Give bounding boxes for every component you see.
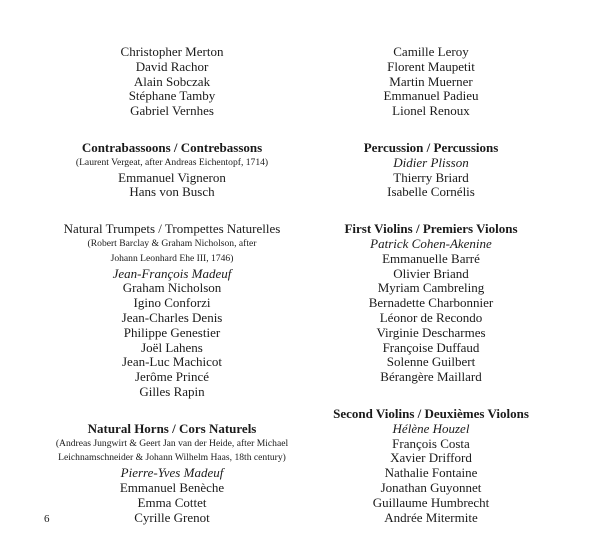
instrument-note: (Robert Barclay & Graham Nicholson, after (87, 237, 257, 249)
musician-name: Jerôme Princé (134, 369, 209, 385)
musician-name: Olivier Briand (393, 265, 469, 281)
musician-name: Cyrille Grenot (134, 509, 210, 525)
musician-name: Emmanuelle Barré (382, 250, 480, 266)
musician-name: Myriam Cambreling (377, 280, 485, 296)
musician-name: Emmanuel Padieu (383, 88, 479, 104)
left-column (32, 45, 312, 547)
musician-name: Léonor de Recondo (379, 309, 483, 325)
instrument-note: Johann Leonhard Ehe III, 1746) (110, 252, 234, 264)
musician-name: Alain Sobczak (133, 73, 211, 89)
musician-name: Stéphane Tamby (128, 88, 216, 104)
section-first-violins (291, 222, 571, 385)
musician-name: Gabriel Vernhes (130, 103, 214, 119)
section-leader: Hélène Houzel (392, 420, 470, 436)
section-percussion (291, 141, 571, 200)
instrument-note: (Laurent Vergeat, after Andreas Eichentopf, 1714) (75, 156, 269, 168)
musician-name: Lionel Renoux (392, 103, 470, 119)
section-natural-trumpets (32, 222, 312, 400)
section-leader: Didier Plisson (393, 154, 469, 170)
musician-name: Camille Leroy (393, 44, 469, 59)
instrument-note: Leichnamschneider & Johann Wilhelm Haas, 18th century) (58, 452, 286, 464)
section-heading: Percussion / Percussions (363, 139, 499, 155)
musician-name: Jean-Luc Machicot (122, 354, 222, 370)
musician-name: Virginie Descharmes (376, 324, 486, 340)
musician-name: Thierry Briard (393, 169, 469, 185)
musician-name: Emma Cottet (137, 494, 207, 510)
section-natural-horns (32, 422, 312, 526)
section-contrabassoons (32, 141, 312, 200)
instrument-note: (Andreas Jungwirt & Geert Jan van der Heide, after Michael (55, 437, 289, 449)
musician-name: Bernadette Charbonnier (368, 295, 494, 311)
musician-name: Hans von Busch (129, 184, 215, 200)
musician-name: François Costa (392, 435, 470, 451)
section-second-violins (291, 407, 571, 525)
musician-name: Bérangère Maillard (380, 369, 482, 385)
section-heading: Natural Trumpets / Trompettes Naturelles (63, 221, 281, 237)
musician-name: Jonathan Guyonnet (380, 479, 482, 495)
musician-name: Graham Nicholson (122, 280, 222, 296)
section-leader: Jean-François Madeuf (112, 265, 232, 281)
musician-name: Philippe Genestier (123, 324, 221, 340)
section-leader: Pierre-Yves Madeuf (120, 465, 224, 481)
musician-name: Igino Conforzi (133, 295, 211, 311)
musician-name: Emmanuel Benèche (119, 479, 225, 495)
section-leader: Patrick Cohen-Akenine (370, 235, 492, 251)
section-heading: First Violins / Premiers Violons (344, 221, 518, 237)
musician-name: Nathalie Fontaine (384, 465, 478, 481)
musician-name: Andrée Mitermite (384, 509, 478, 525)
musician-name: Solenne Guilbert (386, 354, 476, 370)
musician-name: Françoise Duffaud (382, 339, 480, 355)
musician-name: Gilles Rapin (139, 383, 205, 399)
section-previous-continued (291, 45, 571, 119)
musician-name: Joël Lahens (141, 339, 203, 355)
page-number: 6 (44, 513, 50, 525)
musician-name: Isabelle Cornélis (387, 184, 475, 200)
musician-name: David Rachor (135, 58, 209, 74)
right-column (291, 45, 571, 547)
section-heading: Second Violins / Deuxièmes Violons (333, 405, 529, 421)
musician-name: Jean-Charles Denis (121, 309, 223, 325)
musician-name: Florent Maupetit (387, 58, 475, 74)
section-oboes-continued (32, 45, 312, 119)
musician-name: Christopher Merton (120, 44, 224, 59)
musician-name: Guillaume Humbrecht (372, 494, 490, 510)
musician-name: Martin Muerner (389, 73, 473, 89)
section-heading: Contrabassoons / Contrebassons (81, 139, 263, 155)
musician-name: Xavier Drifford (390, 450, 472, 466)
musician-name: Emmanuel Vigneron (118, 169, 226, 185)
section-heading: Natural Horns / Cors Naturels (87, 420, 257, 436)
